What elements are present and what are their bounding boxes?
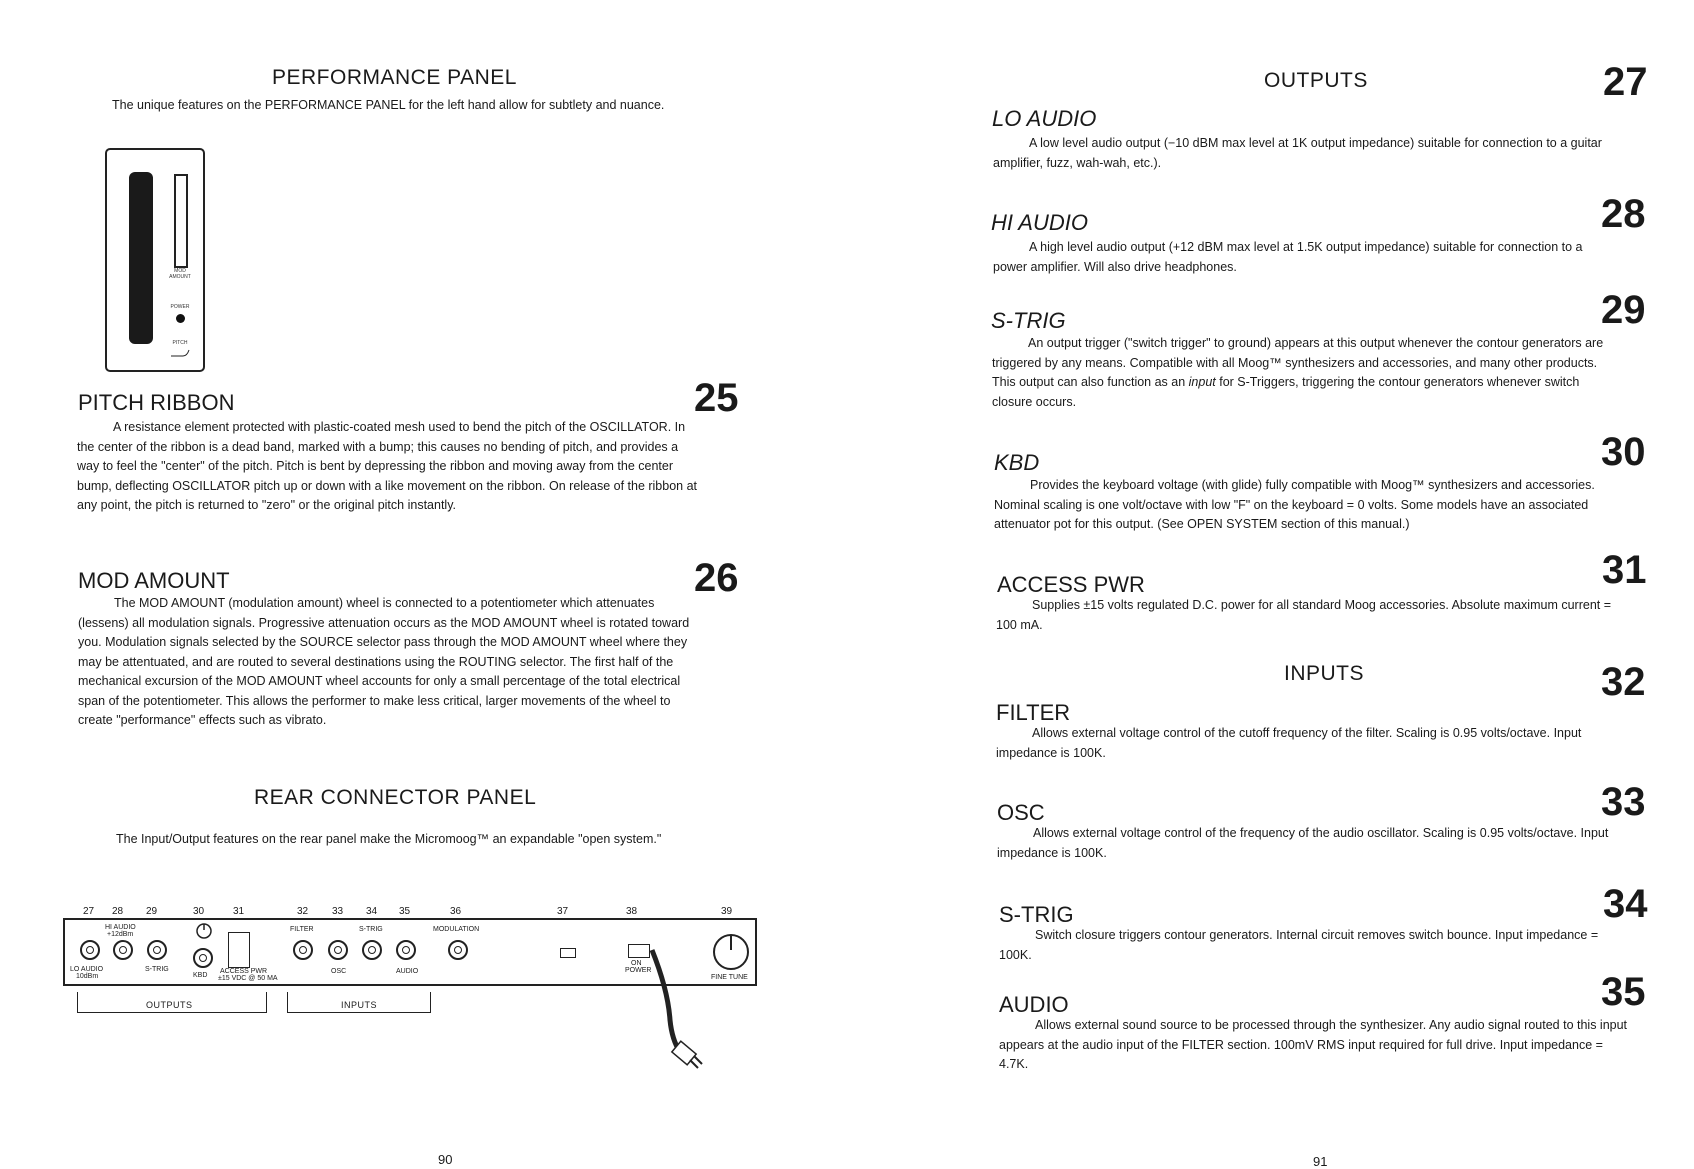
pitch-ribbon-text: A resistance element protected with plastic-coated mesh used to bend the pitch of the OSCILLATOR. In the center of the ribbon is a dead band, marked with a bump; this causes no bending of pitch, and provides a way to feel the "center" of the pitch. Pitch is bent by depressing the ribbon and moving away from the center bump, deflecting OSCILLATOR pitch up or down with a like movement on the ribbon. On release of the ribbon at any point, the pitch is returned to "zero" or the original pitch instantly. [77, 420, 698, 512]
kbd-number: 30 [1601, 430, 1646, 474]
connector-number: 37 [557, 906, 569, 917]
mod-amount-wheel [174, 174, 188, 268]
audio-in-jack-icon [396, 940, 416, 960]
s-trig-in-number: 34 [1603, 882, 1648, 926]
power-led-icon [176, 314, 185, 323]
hi-audio-text: A high level audio output (+12 dBM max level at 1.5K output impedance) suitable for connection to a power amplifier. Will also drive headphones. [993, 240, 1583, 274]
s-trig-in-text: Switch closure triggers contour generators. Internal circuit removes switch bounce. Input impedance = 100K. [999, 928, 1599, 962]
hi-audio-title: HI AUDIO [991, 210, 1088, 235]
inputs-heading: INPUTS [1284, 662, 1365, 685]
hi-audio-jack-icon [113, 940, 133, 960]
power-switch-label: POWER [625, 967, 652, 974]
connector-number: 35 [399, 906, 411, 917]
connector-number: 38 [626, 906, 638, 917]
power-label: POWER [170, 304, 190, 310]
lo-audio-jack-icon [80, 940, 100, 960]
outputs-bracket-label: OUTPUTS [146, 1000, 193, 1010]
access-pwr-spec-label: ±15 VDC @ 50 MA [218, 975, 278, 982]
audio-in-text: Allows external sound source to be processed through the synthesizer. Any audio signal routed to this input appears at the audio input of the FILTER section. 100mV RMS input required for full drive. Input impedance = 4.7K. [999, 1018, 1628, 1071]
right-page [847, 0, 1694, 1169]
inputs-bracket-label: INPUTS [341, 1000, 378, 1010]
left-page [0, 0, 847, 1167]
access-pwr-label: ACCESS PWR [220, 968, 268, 975]
access-pwr-number: 31 [1602, 548, 1647, 592]
lo-audio-text: A low level audio output (−10 dBM max level at 1K output impedance) suitable for connection to a guitar amplifier, fuzz, wah-wah, etc.). [993, 136, 1602, 170]
kbd-title: KBD [994, 450, 1040, 475]
performance-panel-heading: PERFORMANCE PANEL [272, 66, 517, 89]
lo-audio-label: LO AUDIO [70, 966, 104, 973]
filter-label: FILTER [290, 926, 314, 933]
s-trig-in-label: S-TRIG [359, 926, 383, 933]
pitch-ribbon-number: 25 [694, 376, 739, 420]
pitch-ribbon-strip [129, 172, 153, 344]
modulation-jack-icon [448, 940, 468, 960]
s-trig-out-label: S-TRIG [145, 966, 169, 973]
connector-number: 36 [450, 906, 462, 917]
filter-jack-icon [293, 940, 313, 960]
connector-number: 30 [193, 906, 205, 917]
input-emphasis: input [1188, 375, 1216, 389]
kbd-jack-icon [193, 948, 213, 968]
osc-jack-icon [328, 940, 348, 960]
pitch-curve-icon [169, 348, 193, 358]
connector-number: 28 [112, 906, 124, 917]
pitch-label: PITCH [172, 340, 188, 346]
hi-audio-label: HI AUDIO [105, 924, 136, 931]
mod-amount-title: MOD AMOUNT [78, 568, 230, 593]
performance-panel-illustration [105, 148, 205, 372]
mod-amount-label: MOD AMOUNT [169, 268, 191, 280]
fine-tune-label: FINE TUNE [711, 974, 748, 981]
connector-number: 39 [721, 906, 733, 917]
hi-audio-level-label: +12dBm [107, 931, 134, 938]
page-number-left: 90 [438, 1152, 453, 1167]
filter-number: 32 [1601, 660, 1646, 704]
modulation-label: MODULATION [433, 926, 480, 933]
osc-text: Allows external voltage control of the frequency of the audio oscillator. Scaling is 0.95 volts/octave. Input impedance is 100K. [997, 826, 1609, 860]
connector-number: 33 [332, 906, 344, 917]
mod-amount-number: 26 [694, 556, 739, 600]
s-trig-in-jack-icon [362, 940, 382, 960]
s-trig-in-title: S-TRIG [999, 902, 1074, 927]
connector-number: 31 [233, 906, 245, 917]
filter-text: Allows external voltage control of the cutoff frequency of the filter. Scaling is 0.95 volts/octave. Input impedance is 100K. [996, 726, 1582, 760]
audio-in-number: 35 [1601, 970, 1646, 1014]
s-trig-out-jack-icon [147, 940, 167, 960]
kbd-attenuator-icon [195, 922, 213, 940]
connector-number: 27 [83, 906, 95, 917]
s-trig-out-number: 29 [1601, 288, 1646, 332]
lo-audio-level-label: 10dBm [76, 973, 99, 980]
connector-number: 34 [366, 906, 378, 917]
rear-connector-intro: The Input/Output features on the rear panel make the Micromoog™ an expandable "open system." [116, 832, 662, 846]
kbd-label: KBD [193, 972, 208, 979]
audio-label: AUDIO [396, 968, 419, 975]
osc-title: OSC [997, 800, 1045, 825]
hi-audio-number: 28 [1601, 192, 1646, 236]
access-pwr-socket-icon [228, 932, 250, 968]
performance-panel-intro: The unique features on the PERFORMANCE PANEL for the left hand allow for subtlety and nuance. [112, 98, 665, 112]
connector-number: 29 [146, 906, 158, 917]
lo-audio-number: 27 [1603, 60, 1648, 104]
page-number-right: 91 [1313, 1154, 1328, 1169]
outputs-heading: OUTPUTS [1264, 69, 1368, 92]
s-trig-out-title: S-TRIG [991, 308, 1066, 333]
osc-number: 33 [1601, 780, 1646, 824]
power-cord-icon [640, 940, 730, 1080]
lo-audio-title: LO AUDIO [992, 106, 1097, 131]
mod-amount-text: The MOD AMOUNT (modulation amount) wheel is connected to a potentiometer which attenuates (lessens) all modulation signals. Progressive attenuation occurs as the MOD AMOUNT wheel is rotated toward you. Modulation signals selected by the SOURCE selector pass through the MOD AMOUNT wheel where they may be attentuated, and are routed to several destinations using the ROUTING selector. The first half of the mechanical excursion of the MOD AMOUNT wheel accounts for only a small percentage of the total electrical span of the potentiometer. This allows the performer to make less critical, larger movements of the wheel to create "performance" effects such as vibrato. [78, 596, 690, 727]
connector-number: 32 [297, 906, 309, 917]
s-trig-out-text: An output trigger ("switch trigger" to ground) appears at this output whenever the contour generators are triggered by any means. Compatible with all Moog™ synthesizers and accessories, and many other products. This output can also function as an input for S-Triggers, triggering the contour generators whenever switch closure occurs. [992, 336, 1604, 409]
rear-connector-heading: REAR CONNECTOR PANEL [254, 786, 537, 809]
access-pwr-title: ACCESS PWR [997, 572, 1145, 597]
kbd-text: Provides the keyboard voltage (with glide) fully compatible with Moog™ synthesizers and accessories. Nominal scaling is one volt/octave with low "F" on the keyboard = 0 volts. Some models have an associated attenuator pot for this output. (See OPEN SYSTEM section of this manual.) [994, 478, 1595, 531]
osc-label: OSC [331, 968, 347, 975]
on-label: ON [631, 960, 642, 967]
filter-title: FILTER [996, 700, 1071, 725]
pitch-ribbon-title: PITCH RIBBON [78, 390, 235, 415]
access-pwr-text: Supplies ±15 volts regulated D.C. power for all standard Moog accessories. Absolute maximum current = 100 mA. [996, 598, 1612, 632]
fuse-icon [560, 948, 576, 958]
audio-in-title: AUDIO [999, 992, 1069, 1017]
